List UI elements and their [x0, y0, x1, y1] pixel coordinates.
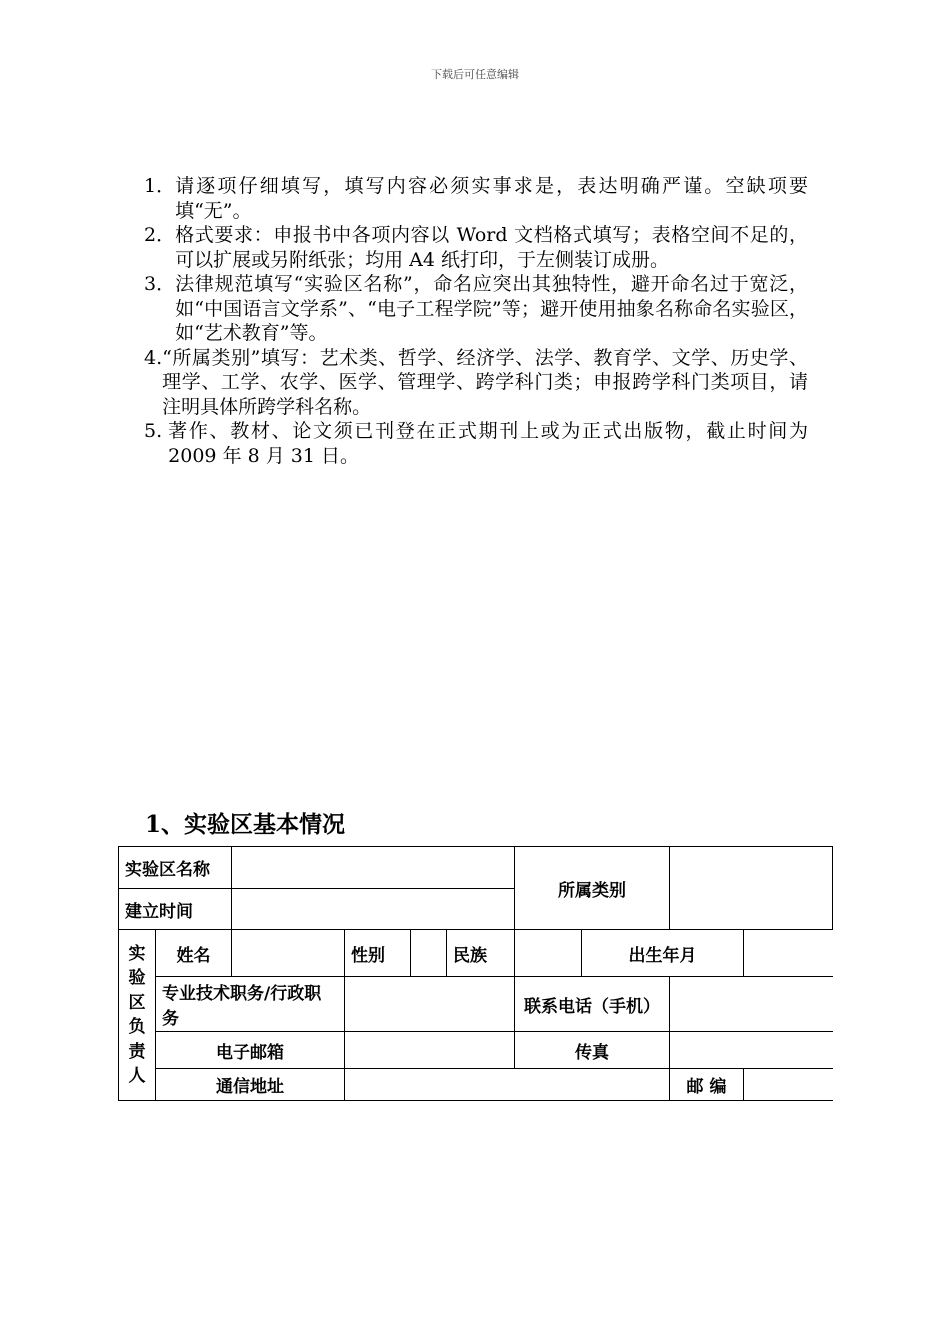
label-zone-name: 实验区名称: [119, 847, 232, 889]
instructions-list: [144, 174, 808, 468]
email-field[interactable]: [345, 1032, 515, 1069]
category-field[interactable]: [670, 847, 833, 930]
label-fax: 传真: [515, 1032, 670, 1069]
instruction-item: [144, 174, 808, 223]
label-email: 电子邮箱: [156, 1032, 345, 1069]
instruction-text: “所属类别”填写：艺术类、哲学、经济学、法学、教育学、文学、历史学、理学、工学、农学、医学、管理学、跨学科门类；申报跨学科门类项目，请注明具体所跨学科名称。: [162, 346, 808, 418]
label-name: 姓名: [156, 930, 232, 977]
name-field[interactable]: [232, 930, 345, 977]
label-ethnicity: 民族: [447, 930, 515, 977]
label-gender: 性别: [345, 930, 411, 977]
postcode-field[interactable]: [744, 1069, 833, 1101]
instruction-number: 4.: [144, 346, 163, 369]
instruction-text: 著作、教材、论文须已刊登在正式期刊上或为正式出版物，截止时间为 2009 年 8 月 31 日。: [168, 420, 808, 467]
birth-field[interactable]: [744, 930, 833, 977]
instruction-item: [144, 272, 808, 346]
section-title: 1、实验区基本情况: [145, 811, 346, 838]
instruction-number: 1．: [144, 175, 176, 197]
page-header-note: 下载后可任意编辑: [431, 68, 519, 81]
address-field[interactable]: [345, 1069, 670, 1101]
leader-char: 人: [128, 1066, 146, 1086]
instruction-text: 法律规范填写“实验区名称”，命名应突出其独特性，避开命名过于宽泛，如“中国语言文学系”、“电子工程学院”等；避开使用抽象名称命名实验区，如“艺术教育”等。: [175, 273, 808, 344]
ethnicity-field[interactable]: [515, 930, 582, 977]
established-field[interactable]: [232, 889, 515, 930]
instruction-text: 格式要求：申报书中各项内容以 Word 文档格式填写；表格空间不足的，可以扩展或另附纸张；均用 A4 纸打印，于左侧装订成册。: [175, 224, 808, 271]
instruction-item: [144, 419, 808, 468]
leader-char: 实: [128, 943, 146, 964]
leader-char: 验: [128, 968, 146, 988]
label-leader: [119, 930, 156, 1101]
label-title: 专业技术职务/行政职务: [156, 977, 345, 1032]
label-birth: 出生年月: [582, 930, 744, 977]
basic-info-table: [118, 846, 833, 1101]
instruction-item: [144, 346, 808, 420]
leader-char: 负: [128, 1017, 146, 1037]
label-phone: 联系电话（手机）: [515, 977, 670, 1032]
instruction-item: [144, 223, 808, 272]
title-field[interactable]: [345, 977, 515, 1032]
label-category: 所属类别: [515, 847, 670, 930]
instruction-number: 2．: [144, 224, 176, 246]
instruction-number: 3．: [144, 273, 176, 295]
leader-char: 责: [128, 1041, 146, 1062]
fax-field[interactable]: [670, 1032, 833, 1069]
instruction-number: 5.: [144, 420, 169, 442]
label-established: 建立时间: [119, 889, 232, 930]
label-postcode: 邮 编: [670, 1069, 744, 1101]
instruction-text: 请逐项仔细填写，填写内容必须实事求是，表达明确严谨。空缺项要填“无”。: [175, 175, 808, 222]
phone-field[interactable]: [670, 977, 833, 1032]
zone-name-field[interactable]: [232, 847, 515, 889]
label-address: 通信地址: [156, 1069, 345, 1101]
gender-field[interactable]: [411, 930, 447, 977]
leader-char: 区: [128, 992, 146, 1013]
